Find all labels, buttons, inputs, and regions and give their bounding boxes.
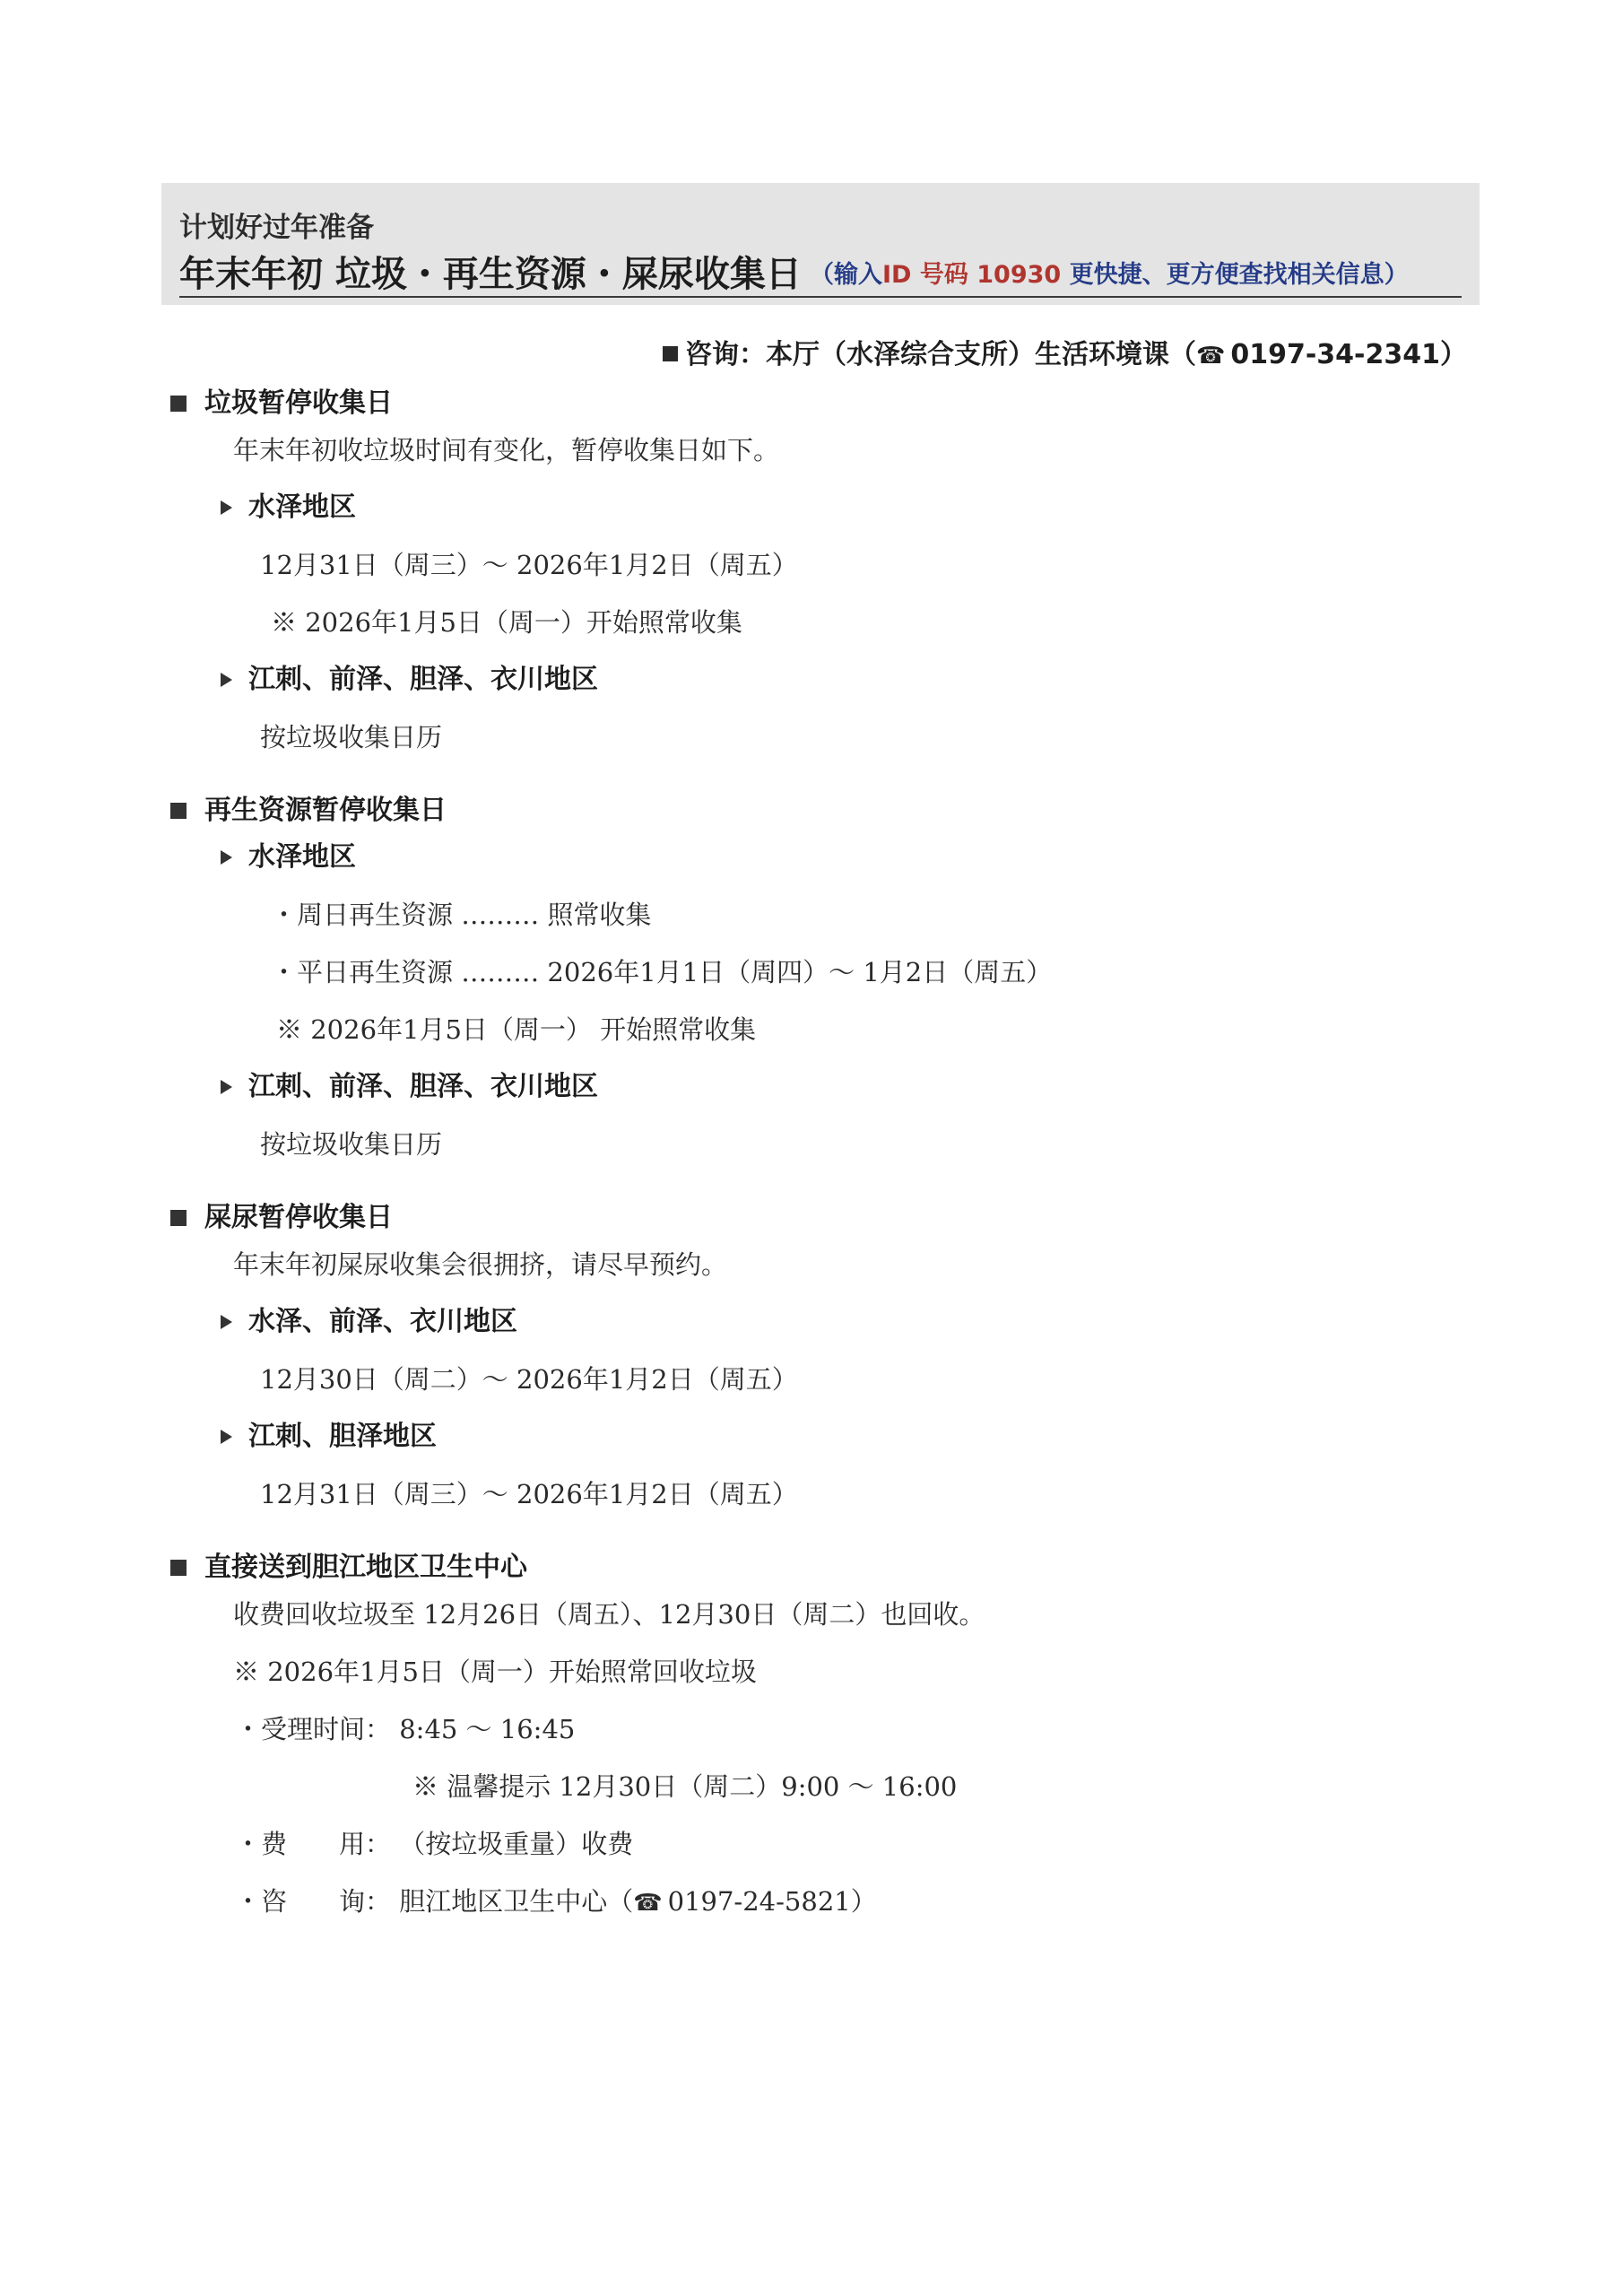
square-bullet-icon: [663, 346, 678, 361]
list-item: ・周日再生资源 ……… 照常收集: [271, 900, 652, 930]
section-title: [170, 793, 1471, 829]
area-heading-text: 水泽地区: [248, 491, 356, 523]
section-night-soil: [170, 1200, 1471, 1523]
triangle-bullet-icon: [221, 850, 232, 865]
info-hours-note: ※ 温馨提示 12月30日（周二）9:00 ～ 16:00: [412, 1771, 958, 1802]
inquiry-label: ・咨 询： 胆江地区卫生中心（: [235, 1886, 634, 1917]
info-fee: ・费 用： （按垃圾重量）收费: [235, 1829, 634, 1859]
page-title: 年末年初 垃圾・再生资源・屎尿收集日: [179, 254, 802, 295]
hint-open: （输入: [810, 261, 882, 289]
section-garbage: [170, 386, 1471, 766]
area-heading-text: 江刺、前泽、胆泽、衣川地区: [248, 664, 598, 695]
triangle-bullet-icon: [221, 673, 232, 687]
inquiry-close: ）: [850, 1886, 877, 1917]
area-heading: [170, 651, 1471, 709]
section-title: [170, 1550, 1471, 1586]
area-heading: [170, 479, 1471, 536]
area-heading-text: 江刺、胆泽地区: [248, 1421, 437, 1452]
area-text: 按垃圾收集日历: [260, 1129, 443, 1160]
inquiry-phone: 0197-24-5821: [667, 1886, 851, 1917]
section-title: [170, 386, 1471, 422]
area-heading: [170, 1293, 1471, 1351]
contact-phone: 0197-34-2341: [1230, 339, 1440, 370]
info-inquiry: [170, 1873, 1471, 1930]
triangle-bullet-icon: [221, 1315, 232, 1329]
contact-line: [663, 332, 1467, 371]
square-bullet-icon: [170, 1560, 187, 1576]
phone-icon: ☎: [1195, 343, 1226, 370]
area-heading: [170, 1058, 1471, 1116]
id-hint: [810, 255, 1409, 290]
area-dates: 12月31日（周三）～ 2026年1月2日（周五）: [260, 550, 798, 580]
header-rule: [179, 296, 1462, 298]
header-kicker: 计划好过年准备: [179, 212, 374, 244]
header-band: [161, 183, 1480, 305]
section-direct-delivery: [170, 1550, 1471, 1930]
section-title-text: 垃圾暂停收集日: [204, 387, 393, 419]
square-bullet-icon: [170, 1210, 187, 1226]
contact-close: ）: [1440, 339, 1467, 370]
area-heading: [170, 829, 1471, 886]
phone-icon: ☎: [633, 1890, 663, 1917]
area-note: ※ 2026年1月5日（周一） 开始照常收集: [276, 1014, 757, 1045]
area-note: ※ 2026年1月5日（周一）开始照常收集: [271, 607, 742, 638]
hint-close: 更快捷、更方便查找相关信息）: [1069, 261, 1409, 289]
hint-id-number: 10930: [976, 261, 1062, 289]
section-title-text: 再生资源暂停收集日: [204, 795, 447, 826]
list-item: ・平日再生资源 ……… 2026年1月1日（周四）～ 1月2日（周五）: [271, 957, 1053, 987]
section-intro: 年末年初屎尿收集会很拥挤，请尽早预约。: [233, 1249, 728, 1280]
triangle-bullet-icon: [221, 500, 232, 515]
triangle-bullet-icon: [221, 1080, 232, 1094]
section-intro: 收费回收垃圾至 12月26日（周五）、12月30日（周二）也回收。: [233, 1599, 985, 1630]
area-heading: [170, 1408, 1471, 1465]
area-note: ※ 2026年1月5日（周一）开始照常回收垃圾: [233, 1657, 757, 1687]
section-title-text: 直接送到胆江地区卫生中心: [204, 1552, 527, 1583]
section-intro: 年末年初收垃圾时间有变化，暂停收集日如下。: [233, 435, 780, 465]
section-recycle: [170, 793, 1471, 1173]
section-title: [170, 1200, 1471, 1236]
square-bullet-icon: [170, 803, 187, 819]
square-bullet-icon: [170, 396, 187, 412]
area-heading-text: 江刺、前泽、胆泽、衣川地区: [248, 1071, 598, 1102]
area-heading-text: 水泽、前泽、衣川地区: [248, 1306, 517, 1337]
area-text: 按垃圾收集日历: [260, 722, 443, 752]
area-dates: 12月31日（周三）～ 2026年1月2日（周五）: [260, 1479, 798, 1509]
area-heading-text: 水泽地区: [248, 841, 356, 873]
area-dates: 12月30日（周二）～ 2026年1月2日（周五）: [260, 1364, 798, 1395]
contact-label: 咨询：本厅（水泽综合支所）生活环境课（: [684, 339, 1196, 370]
info-hours: ・受理时间： 8:45 ～ 16:45: [235, 1714, 576, 1744]
triangle-bullet-icon: [221, 1430, 232, 1444]
hint-id-label: ID 号码: [882, 261, 968, 289]
main-content: [170, 386, 1471, 1930]
section-title-text: 屎尿暂停收集日: [204, 1202, 393, 1233]
